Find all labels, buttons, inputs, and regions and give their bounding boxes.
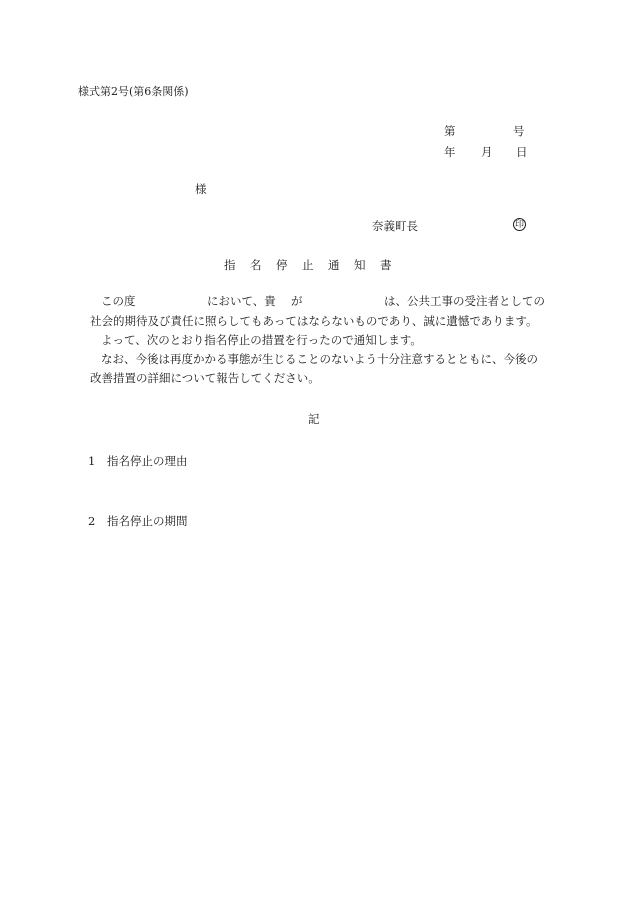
body-text: は、公共工事の受注者としての <box>384 294 545 308</box>
body-text: なお、今後は再度かかる事態が生じることのないよう十分注意するとともに、今後の <box>101 352 538 366</box>
document-number-suffix: 号 <box>513 124 525 138</box>
ki-heading: 記 <box>308 412 320 426</box>
list-item <box>88 456 188 468</box>
body-text: が <box>291 294 303 308</box>
date-year: 年 <box>444 145 456 159</box>
document-number-label: 第 <box>444 124 456 138</box>
body-text: 改善措置の詳細について報告してください。 <box>90 371 320 385</box>
form-number: 様式第2号(第6条関係) <box>78 85 189 98</box>
body-text: 社会的期待及び責任に照らしてもあってはならないものであり、誠に遺憾であります。 <box>90 314 538 328</box>
item-number: 1 <box>88 454 96 468</box>
item-label: 指名停止の期間 <box>107 514 188 528</box>
document-title: 指名停止通知書 <box>224 258 406 272</box>
date-day: 日 <box>516 145 528 159</box>
item-label: 指名停止の理由 <box>107 454 188 468</box>
seal-stamp: 印 <box>514 220 524 230</box>
item-number: 2 <box>88 514 96 528</box>
body-text: よって、次のとおり指名停止の措置を行ったので通知します。 <box>101 333 422 347</box>
body-text: において、貴 <box>207 294 276 308</box>
list-item <box>88 516 188 528</box>
sender-name: 奈義町長 <box>372 219 418 233</box>
body-text: この度 <box>101 294 136 308</box>
date-month: 月 <box>481 145 493 159</box>
addressee-honorific: 様 <box>195 182 207 196</box>
